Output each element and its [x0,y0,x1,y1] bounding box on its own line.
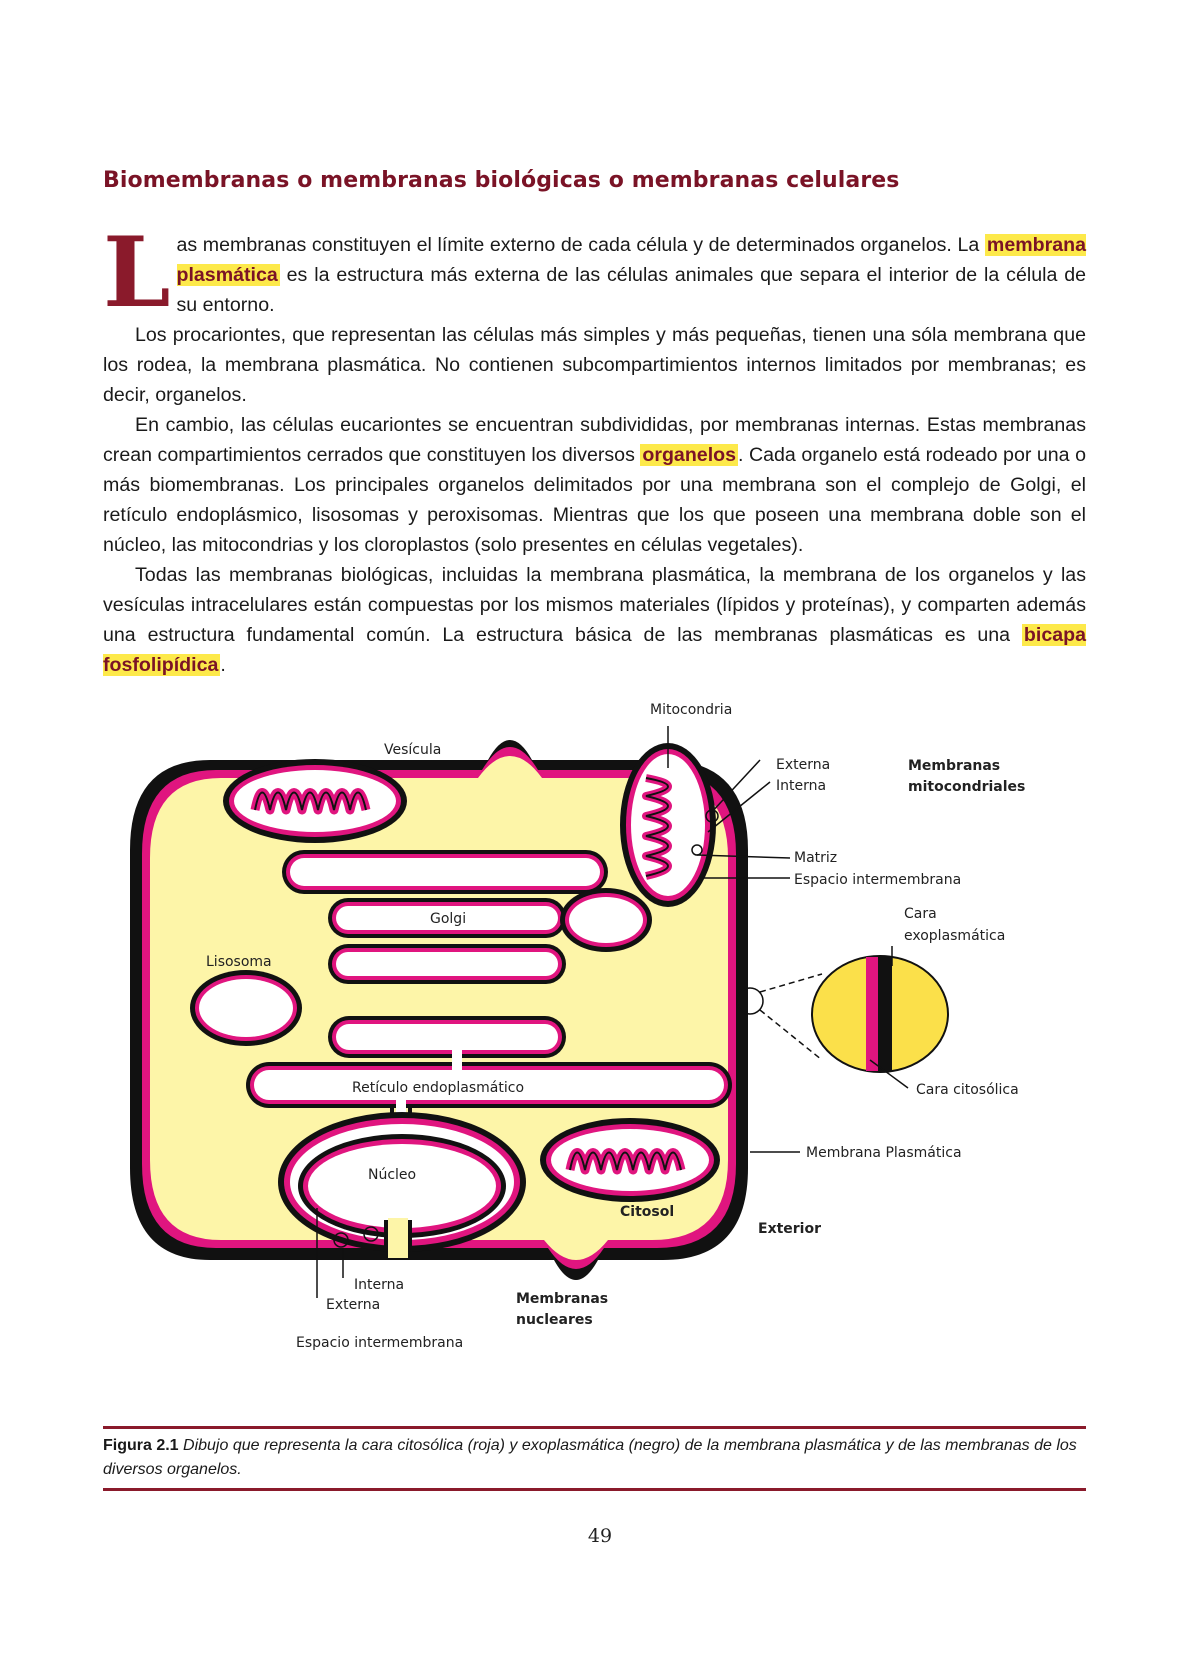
label-citosol: Citosol [620,1204,675,1220]
label-reticulo: Retículo endoplasmático [352,1080,525,1096]
label-membranas-nuc-1: Membranas [516,1291,609,1307]
label-membranas-mito-1: Membranas [908,758,1001,774]
label-nucleo: Núcleo [368,1167,417,1183]
label-cara-exo-2: exoplasmática [904,928,1006,944]
caption-text: Dibujo que representa la cara citosólica (roja) y exoplasmática (negro) de la membrana plasmática y de las membranas de los diversos organelos. [103,1437,1077,1478]
label-cara-exo-1: Cara [904,906,937,922]
label-lisosoma: Lisosoma [206,954,272,970]
paragraph-2: Los procariontes, que representan las células más simples y más pequeñas, tienen una sóla membrana que los rodea, la membrana plasmática. No contienen subcompartimientos internos limitados por membranas; es decir, organelos. [103,324,1086,406]
label-membrana-plasmatica: Membrana Plasmática [806,1145,962,1161]
body-text [103,216,1086,680]
figure-caption [103,1434,1086,1482]
paragraph-3 [103,410,1086,560]
label-espacio-inter-mito: Espacio intermembrana [794,872,962,888]
paragraph-1 [103,216,1086,329]
label-vesicula: Vesícula [384,742,442,758]
label-externa-nuc: Externa [326,1297,381,1313]
label-cara-citosolica: Cara citosólica [916,1082,1019,1098]
label-matriz: Matriz [794,850,838,866]
cell-membranes-diagram [0,702,1200,1430]
paragraph-1-text-b: es la estructura más externa de las células animales que separa el interior de la célula de su entorno. [176,264,1086,316]
mitochondrion-bottom [540,1118,720,1202]
paragraph-1-text-a: as membranas constituyen el límite externo de cada célula y de determinados organelos. La [176,234,985,256]
label-mitocondria: Mitocondria [650,702,733,718]
lysosome [190,970,302,1046]
mitochondrion-left [223,759,407,843]
vesicle [560,888,652,952]
highlight-membrana-plasmatica: membrana plasmática [176,234,1086,286]
label-interna-mito: Interna [776,778,827,794]
paragraph-4-text-b: . [220,654,226,676]
caption-rule-top [103,1426,1086,1429]
label-externa-mito: Externa [776,757,831,773]
label-interna-nuc: Interna [354,1277,405,1293]
paragraph-3-text-b: . Cada organelo está rodeado por una o más biomembranas. Los principales organelos delimitados por una membrana son el complejo de Golgi, el retículo endoplásmico, lisosomas y peroxisomas. Mientras que los que poseen una membrana doble son el núcleo, las mitocondrias y los cloroplastos (solo presentes en células vegetales). [103,444,1086,556]
highlight-organelos: organelos [642,444,737,466]
paragraph-3-text-a: En cambio, las células eucariontes se encuentran subdivididas, por membranas internas. Estas membranas crean compartimientos cerrados que constituyen los diversos [103,414,1086,466]
caption-rule-bottom [103,1488,1086,1491]
paragraph-4 [103,560,1086,680]
label-membranas-nuc-2: nucleares [516,1312,593,1328]
section-heading: Biomembranas o membranas biológicas o membranas celulares [103,168,900,193]
label-golgi: Golgi [430,911,467,927]
label-exterior: Exterior [758,1221,822,1237]
label-membranas-mito-2: mitocondriales [908,779,1026,795]
page-number: 49 [587,1525,613,1547]
highlight-bicapa-fosfolipidica: bicapa fosfolipídica [103,624,1086,676]
caption-label: Figura 2.1 [103,1437,179,1454]
paragraph-4-text-a: Todas las membranas biológicas, incluidas la membrana plasmática, la membrana de los organelos y las vesículas intracelulares están compuestas por los mismos materiales (lípidos y proteínas), y comparten además una estructura fundamental común. La estructura básica de las membranas plasmáticas es una [103,564,1086,646]
drop-cap: L [103,216,171,329]
bilayer-zoom [737,956,948,1072]
label-espacio-inter-nuc: Espacio intermembrana [296,1335,464,1351]
